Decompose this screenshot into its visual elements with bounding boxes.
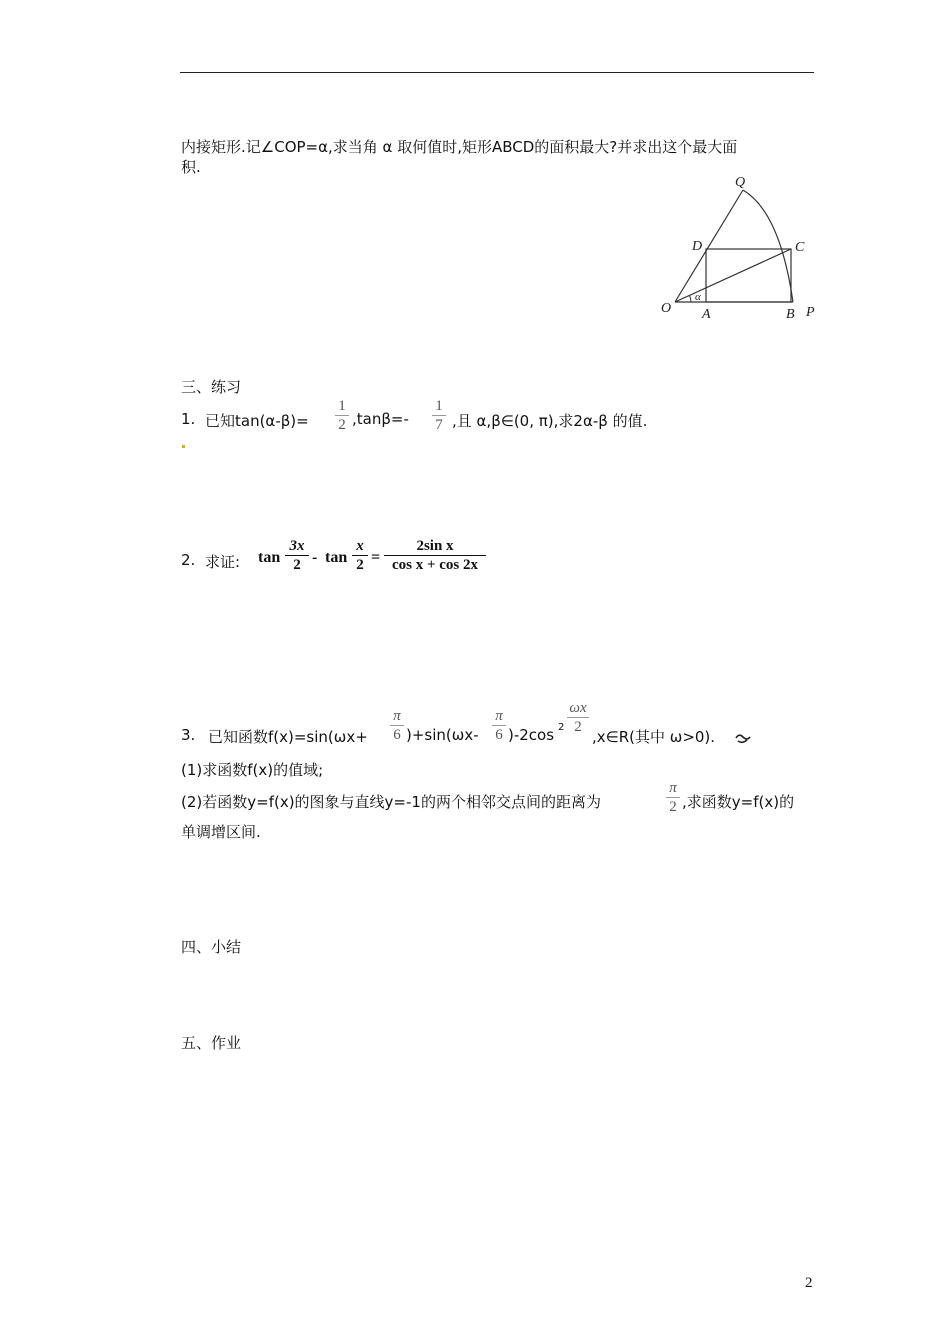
decorative-glyph-icon [734, 730, 752, 748]
exercise-2-tan-2: tan [325, 549, 348, 566]
label-d: D [692, 239, 703, 254]
exercise-2-equals: = [371, 549, 381, 566]
section-3-title: 三、练习 [181, 378, 242, 396]
fraction-numerator: 1 [338, 398, 346, 414]
exercise-3-fraction-wx-2 [567, 700, 589, 735]
fraction-denominator: 2 [338, 417, 346, 433]
arc-pq [743, 190, 793, 302]
label-c: C [795, 240, 805, 255]
fraction-numerator: 3x [289, 538, 305, 554]
fraction-numerator: π [669, 780, 677, 796]
rectangle-abcd [706, 249, 791, 302]
section-4-title: 四、小结 [181, 938, 242, 956]
label-o: O [661, 301, 672, 316]
label-q: Q [735, 175, 746, 190]
exercise-3-part-2-a: (2)若函数y=f(x)的图象与直线y=-1的两个相邻交点间的距离为 [181, 793, 601, 811]
problem-intro-line1: 内接矩形.记∠COP=α,求当角 α 取何值时,矩形ABCD的面积最大?并求出这个最大面 [181, 138, 738, 156]
fraction-numerator: x [356, 538, 364, 554]
fraction-numerator: 1 [435, 398, 443, 414]
fraction-denominator: cos x + cos 2x [391, 557, 479, 573]
exercise-1-text-a: 已知tan(α-β)= [205, 412, 309, 430]
segment-oc [675, 249, 791, 302]
exercise-3-text-d: ,x∈R(其中 ω>0). [592, 728, 716, 746]
fraction-denominator: 2 [293, 557, 301, 573]
exercise-1-text-c: ,且 α,β∈(0, π),求2α-β 的值. [452, 412, 648, 430]
fraction-numerator: π [393, 708, 401, 724]
label-b: B [786, 307, 795, 322]
exercise-3-superscript: 2 [558, 722, 565, 733]
exercise-2-number: 2. [181, 551, 196, 569]
exercise-1-fraction-1 [335, 398, 349, 433]
fraction-numerator: ωx [569, 700, 587, 716]
fraction-denominator: 6 [393, 727, 401, 743]
sector-rectangle-figure [655, 172, 825, 326]
fraction-numerator: π [495, 708, 503, 724]
fraction-denominator: 7 [435, 417, 443, 433]
angle-alpha-arc [690, 296, 692, 303]
exercise-3-fraction-pi-2 [666, 780, 680, 815]
exercise-3-text-c: )-2cos [508, 726, 555, 744]
exercise-3-text-a: 已知函数f(x)=sin(ωx+ [208, 728, 368, 746]
fraction-denominator: 2 [669, 799, 677, 815]
exercise-2-fraction-3x-2 [285, 538, 309, 573]
exercise-2-fraction-x-2 [352, 538, 368, 573]
exercise-1-number: 1. [181, 410, 196, 428]
fraction-denominator: 6 [495, 727, 503, 743]
marker-dot [181, 434, 185, 452]
fraction-numerator: 2sin x [416, 538, 454, 554]
fraction-denominator: 2 [356, 557, 364, 573]
exercise-1-text-b: ,tanβ=- [352, 410, 409, 428]
exercise-2-fraction-rhs [384, 538, 486, 573]
label-p: P [806, 305, 815, 320]
exercise-3-part-2-c: 单调增区间. [181, 823, 261, 841]
page-number: 2 [805, 1275, 813, 1291]
problem-intro-line2: 积. [181, 158, 201, 176]
label-alpha: α [695, 291, 701, 303]
exercise-3-fraction-pi-6-a [390, 708, 404, 743]
exercise-3-number: 3. [181, 726, 196, 744]
exercise-2-minus: - [312, 549, 318, 566]
exercise-2-tan-1: tan [258, 549, 281, 566]
exercise-1-fraction-2 [432, 398, 446, 433]
header-rule [180, 72, 814, 73]
fraction-denominator: 2 [574, 719, 582, 735]
exercise-2-label: 求证: [205, 553, 241, 571]
exercise-3-fraction-pi-6-b [492, 708, 506, 743]
section-5-title: 五、作业 [181, 1034, 242, 1052]
exercise-3-part-1: (1)求函数f(x)的值域; [181, 761, 324, 779]
label-a: A [702, 307, 711, 322]
radius-oq [675, 190, 743, 302]
exercise-3-part-2-b: ,求函数y=f(x)的 [682, 793, 795, 811]
exercise-3-text-b: )+sin(ωx- [406, 726, 479, 744]
